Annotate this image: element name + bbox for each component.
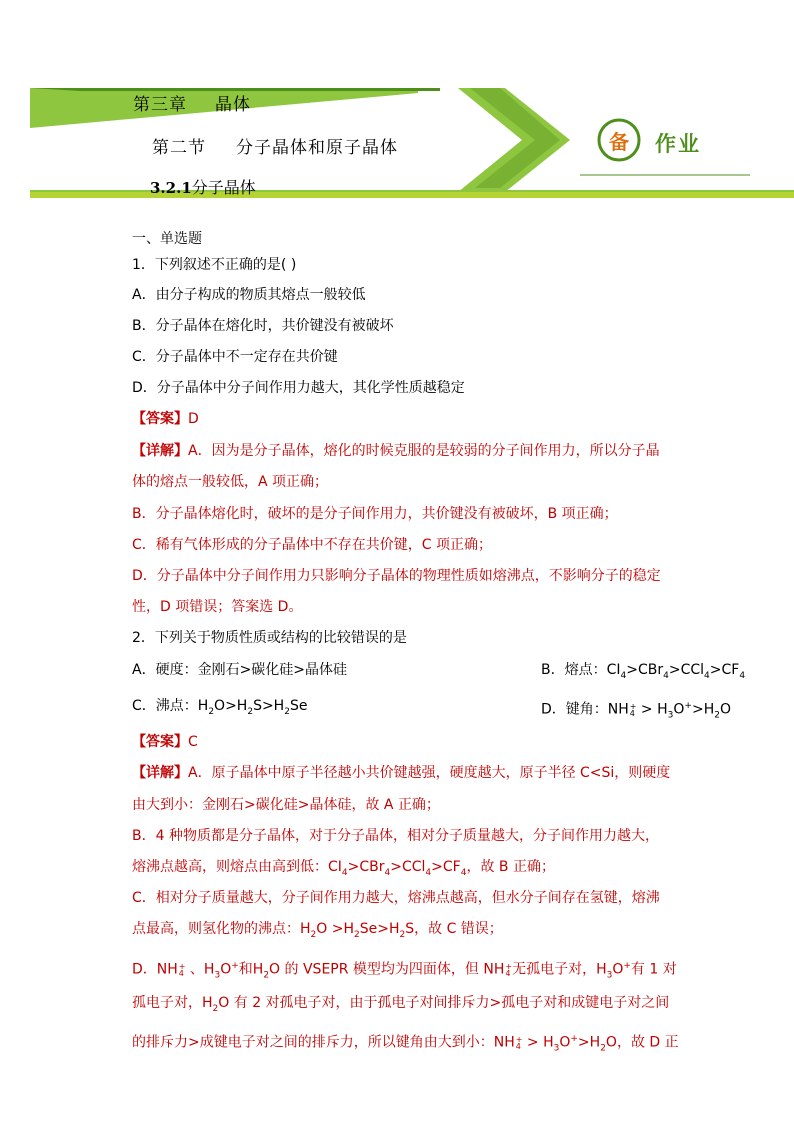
q2-detail-6: 点最高，则氢化物的沸点：$H_2O >H_2Se>H_2S$，故 C 错误； [132, 921, 503, 940]
section-heading: 第二节 分子晶体和原子晶体 [152, 138, 398, 158]
q1-option-a: A．由分子构成的物质其熔点一般较低 [132, 287, 366, 303]
q2-detail-1: 【详解】A．原子晶体中原子半径越小共价键越强，硬度越大，原子半径 C<Si，则硬度 [132, 765, 671, 781]
q2-option-b: B．熔点：$CI_4>CBr_4>CCl_4>CF_4$ [541, 662, 746, 681]
q1-answer: 【答案】D [132, 411, 199, 427]
q2-options-ab [132, 661, 746, 681]
q1-option-c: C．分子晶体中不一定存在共价键 [132, 349, 338, 365]
q1-detail-2: 体的熔点一般较低，A 项正确； [132, 474, 329, 490]
q2-detail-3: B．4 种物质都是分子晶体，对于分子晶体，相对分子质量越大，分子间作用力越大， [132, 828, 659, 844]
q2-options-cd [132, 697, 731, 721]
q1-detail-5: D．分子晶体中分子间作用力只影响分子晶体的物理性质如熔沸点，不影响分子的稳定 [132, 568, 661, 584]
q2-detail-2: 由大到小：金刚石>碳化硅>晶体硅，故 A 正确； [132, 797, 440, 813]
section-heading-single-choice: 一、单选题 [132, 231, 202, 247]
q1-detail-4: C．稀有气体形成的分子晶体中不存在共价键，C 项正确； [132, 537, 492, 553]
q2-answer: 【答案】C [132, 734, 198, 750]
q2-detail-7: D．NH + 4 、$H_3O^+$和$H_2O$ 的 VSEPR 模型均为四面体，但 NH + 4 无孤电子对，$H_3O^+$有 1 对 [132, 961, 677, 981]
q2-detail-4: 熔沸点越高，则熔点由高到低：$CI_4>CBr_4>CCl_4>CF_4$，故 B 正确； [132, 859, 555, 878]
q1-detail-1: 【详解】A．因为是分子晶体，熔化的时候克服的是较弱的分子间作用力，所以分子晶 [132, 443, 660, 459]
q2-option-c: C．沸点：$H_2O>H_2S>H_2Se$ [132, 698, 308, 717]
q1-detail-6: 性，D 项错误；答案选 D。 [132, 599, 303, 615]
badge-char: 备 [609, 129, 629, 154]
q2-stem: 2．下列关于物质性质或结构的比较错误的是 [132, 630, 407, 646]
q1-option-d: D．分子晶体中分子间作用力越大，其化学性质越稳定 [132, 380, 465, 396]
chapter-heading: 第三章 晶体 [133, 95, 251, 115]
header-banner [0, 0, 794, 205]
q1-detail-3: B．分子晶体熔化时，破坏的是分子间作用力，共价键没有被破坏，B 项正确； [132, 506, 618, 522]
q2-detail-9: 的排斥力>成键电子对之间的排斥力，所以键角由大到小：NH + 4 > $H_3O^+>H_2O$，故 D 正 [132, 1034, 679, 1054]
q2-option-d: D．键角：NH + 4 > $H_3O^+>H_2O$ [541, 701, 731, 721]
q2-detail-5: C．相对分子质量越大，分子间作用力越大，熔沸点越高，但水分子间存在氢键，熔沸 [132, 890, 660, 906]
q1-stem: 1．下列叙述不正确的是( ) [132, 257, 297, 273]
badge-label: 作业 [655, 132, 701, 156]
q1-option-b: B．分子晶体在熔化时，共价键没有被破坏 [132, 318, 394, 334]
subsection-heading: 3.2.1分子晶体 [150, 178, 256, 197]
q2-detail-8: 孤电子对，$H_2O$ 有 2 对孤电子对，由于孤电子对间排斥力>孤电子对和成键电子对之间 [132, 995, 670, 1014]
q2-option-a: A．硬度：金刚石>碳化硅>晶体硅 [132, 662, 348, 678]
